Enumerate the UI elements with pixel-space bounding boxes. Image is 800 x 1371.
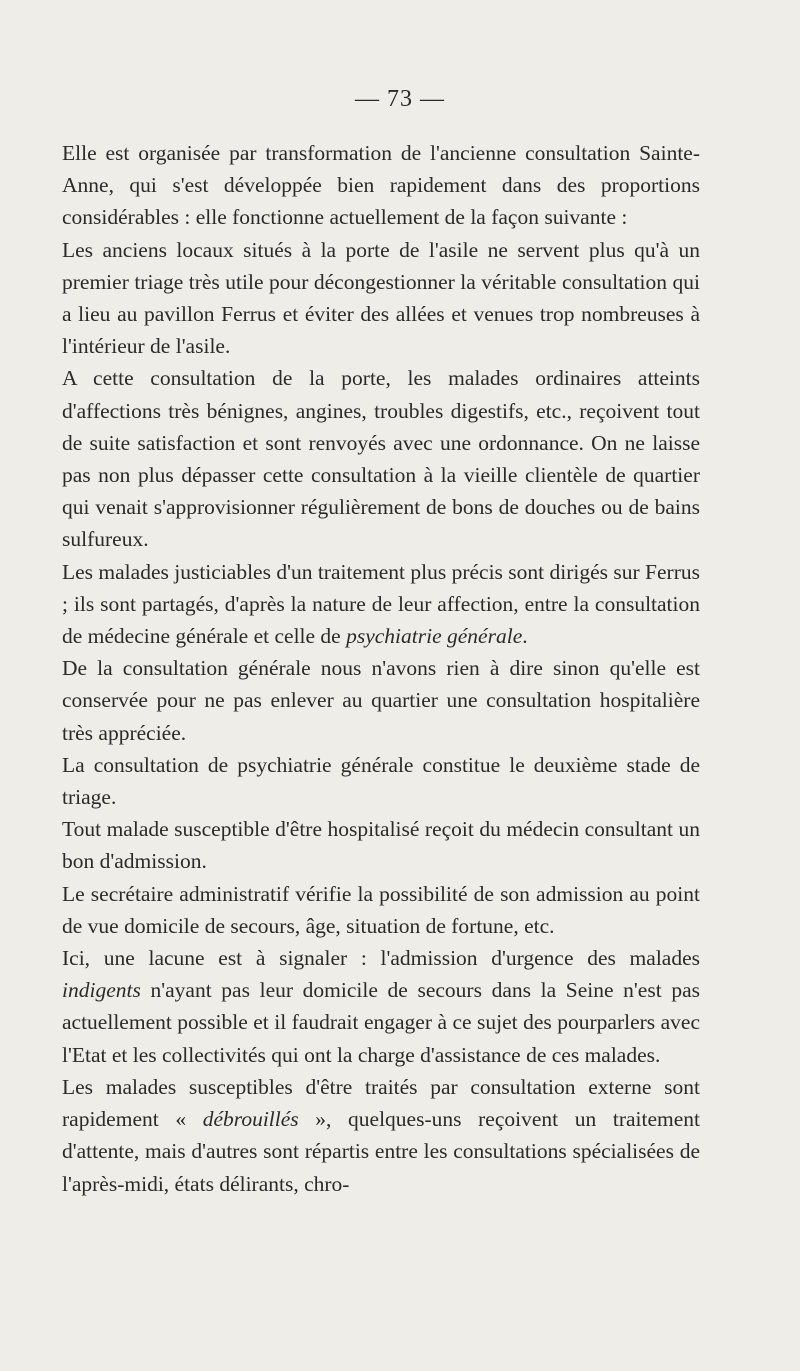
paragraph-2: Les anciens locaux situés à la porte de l'asile ne servent plus qu'à un premier triage très utile pour décongestionner la véritable consultation qui a lieu au pavillon Ferrus et éviter des allées et venues trop nombreuses à l'intérieur de l'asile. <box>62 237 700 359</box>
paragraph-5: De la consultation générale nous n'avons rien à dire sinon qu'elle est conservée pour ne pas enlever au quartier une consultation hospitalière très appréciée. <box>62 656 700 745</box>
paragraph-4-text-after: . <box>522 624 528 649</box>
paragraph-3: A cette consultation de la porte, les malades ordinaires atteints d'affections très bénignes, angines, troubles digestifs, etc., reçoivent tout de suite satisfaction et sont renvoyés avec une ordonnance. On ne laisse pas non plus dépasser cette consultation à la vieille clientèle de quartier qui venait s'approvisionner régulièrement de bons de douches ou de bains sulfureux. <box>62 366 700 552</box>
paragraph-10 <box>62 1071 700 1200</box>
paragraph-6: La consultation de psychiatrie générale constitue le deuxième stade de triage. <box>62 752 700 810</box>
paragraph-4-italic-term: psychiatrie générale <box>346 624 523 649</box>
paragraph-9-text-after: n'ayant pas leur domicile de secours dans la Seine n'est pas actuellement possible et il faudrait engager à ce sujet des pourparlers avec l'Etat et les collectivités qui ont la charge d'assistance de ces malades. <box>62 978 700 1067</box>
paragraph-10-text-after: », quelques-uns reçoivent un traitement d'attente, mais d'autres sont répartis entre les consultations spécialisées de l'après-midi, états délirants, chro- <box>62 1107 701 1196</box>
body-text <box>62 137 700 1200</box>
paragraph-9-italic-term: indigents <box>62 978 141 1003</box>
paragraph-10-italic-term: débrouillés <box>202 1107 299 1132</box>
paragraph-4 <box>62 556 700 653</box>
paragraph-10-text-before: Les malades susceptibles d'être traités par consultation externe sont rapidement « <box>62 1074 700 1132</box>
paragraph-9-text-before: Ici, une lacune est à signaler : l'admission d'urgence des malades <box>62 946 700 971</box>
paragraph-4-text-before: Les malades justiciables d'un traitement plus précis sont dirigés sur Ferrus ; ils sont partagés, d'après la nature de leur affection, entre la consultation de médecine générale et celle de <box>62 559 700 649</box>
paragraph-1: Elle est organisée par transformation de l'ancienne consultation Sainte-Anne, qui s'est développée bien rapidement dans des proportions considérables : elle fonctionne actuellement de la façon suivante : <box>62 141 700 230</box>
paragraph-7: Tout malade susceptible d'être hospitalisé reçoit du médecin consultant un bon d'admission. <box>62 817 700 874</box>
paragraph-8: Le secrétaire administratif vérifie la possibilité de son admission au point de vue domicile de secours, âge, situation de fortune, etc. <box>62 881 700 938</box>
page-number: — 73 — <box>355 86 445 112</box>
paragraph-9 <box>62 942 700 1071</box>
